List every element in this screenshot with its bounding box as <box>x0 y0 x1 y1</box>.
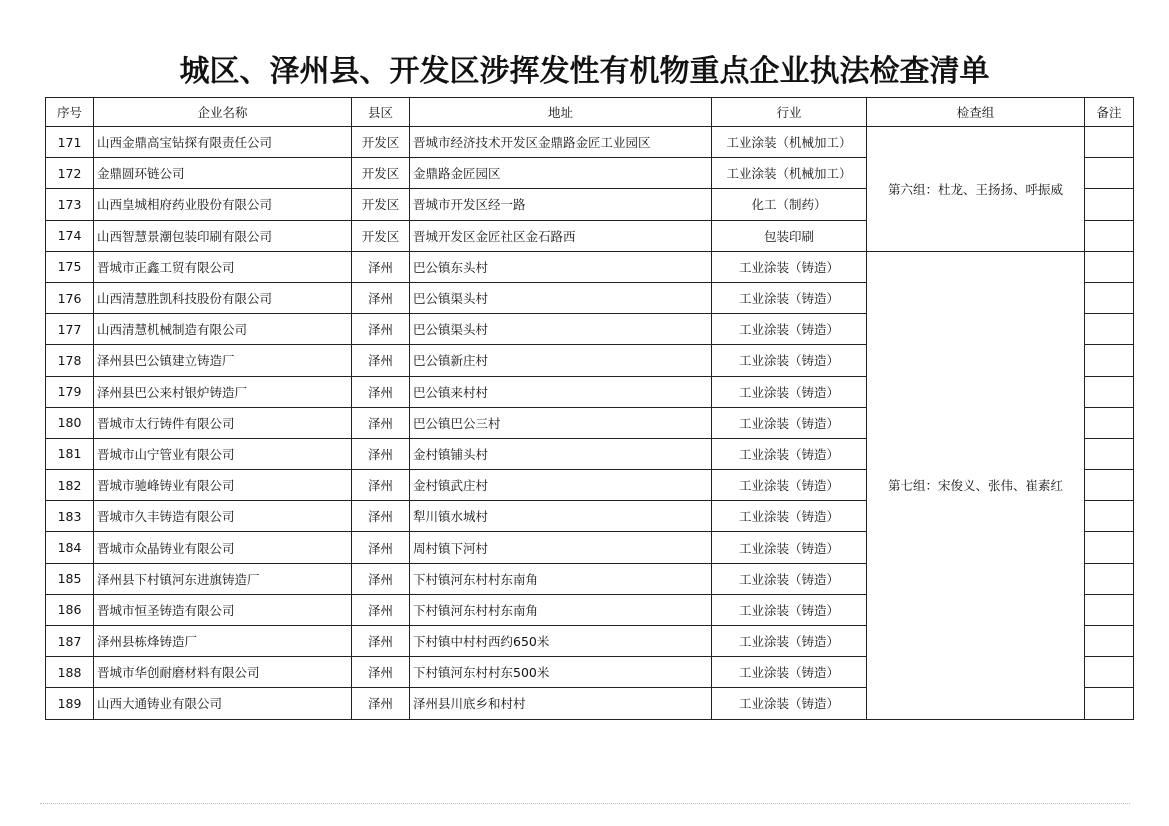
company-name: 泽州县巴公镇建立铸造厂 <box>94 345 352 376</box>
company-name: 山西皇城相府药业股份有限公司 <box>94 189 352 220</box>
company-name: 泽州县下村镇河东进旗铸造厂 <box>94 563 352 594</box>
industry: 工业涂装（铸造） <box>712 563 867 594</box>
row-number: 172 <box>46 158 94 189</box>
company-name: 晋城市太行铸件有限公司 <box>94 407 352 438</box>
note <box>1085 688 1134 719</box>
row-number: 175 <box>46 251 94 282</box>
address: 周村镇下河村 <box>410 532 712 563</box>
address: 下村镇河东村村东南角 <box>410 563 712 594</box>
address: 巴公镇渠头村 <box>410 282 712 313</box>
address: 晋城开发区金匠社区金石路西 <box>410 220 712 251</box>
header-note: 备注 <box>1085 98 1134 127</box>
county: 泽州 <box>352 594 410 625</box>
note <box>1085 501 1134 532</box>
scan-artifact-divider <box>40 803 1130 807</box>
county: 泽州 <box>352 407 410 438</box>
county: 开发区 <box>352 127 410 158</box>
company-name: 山西清慧胜凯科技股份有限公司 <box>94 282 352 313</box>
county: 泽州 <box>352 563 410 594</box>
company-name: 山西清慧机械制造有限公司 <box>94 314 352 345</box>
header-county: 县区 <box>352 98 410 127</box>
address: 金鼎路金匠园区 <box>410 158 712 189</box>
note <box>1085 127 1134 158</box>
note <box>1085 594 1134 625</box>
row-number: 184 <box>46 532 94 563</box>
header-inspection-group: 检查组 <box>867 98 1085 127</box>
note <box>1085 345 1134 376</box>
address: 晋城市开发区经一路 <box>410 189 712 220</box>
industry: 工业涂装（铸造） <box>712 314 867 345</box>
note <box>1085 657 1134 688</box>
address: 下村镇中村村西约650米 <box>410 626 712 657</box>
county: 泽州 <box>352 345 410 376</box>
row-number: 180 <box>46 407 94 438</box>
address: 晋城市经济技术开发区金鼎路金匠工业园区 <box>410 127 712 158</box>
company-name: 金鼎圆环链公司 <box>94 158 352 189</box>
company-name: 泽州县栋烽铸造厂 <box>94 626 352 657</box>
county: 开发区 <box>352 220 410 251</box>
row-number: 188 <box>46 657 94 688</box>
row-number: 177 <box>46 314 94 345</box>
row-number: 171 <box>46 127 94 158</box>
industry: 工业涂装（铸造） <box>712 688 867 719</box>
header-industry: 行业 <box>712 98 867 127</box>
note <box>1085 438 1134 469</box>
row-number: 183 <box>46 501 94 532</box>
county: 泽州 <box>352 532 410 563</box>
county: 泽州 <box>352 251 410 282</box>
table-row <box>46 127 1134 158</box>
industry: 工业涂装（铸造） <box>712 594 867 625</box>
address: 巴公镇新庄村 <box>410 345 712 376</box>
note <box>1085 470 1134 501</box>
address: 金村镇武庄村 <box>410 470 712 501</box>
header-no: 序号 <box>46 98 94 127</box>
industry: 工业涂装（铸造） <box>712 282 867 313</box>
county: 泽州 <box>352 470 410 501</box>
address: 下村镇河东村村东500米 <box>410 657 712 688</box>
header-row <box>46 98 1134 127</box>
address: 巴公镇渠头村 <box>410 314 712 345</box>
note <box>1085 407 1134 438</box>
document-title: 城区、泽州县、开发区涉挥发性有机物重点企业执法检查清单 <box>179 54 990 89</box>
industry: 工业涂装（铸造） <box>712 501 867 532</box>
company-name: 晋城市久丰铸造有限公司 <box>94 501 352 532</box>
note <box>1085 532 1134 563</box>
industry: 工业涂装（机械加工） <box>712 158 867 189</box>
company-name: 山西智慧景潮包装印刷有限公司 <box>94 220 352 251</box>
row-number: 176 <box>46 282 94 313</box>
county: 泽州 <box>352 282 410 313</box>
row-number: 178 <box>46 345 94 376</box>
industry: 工业涂装（铸造） <box>712 251 867 282</box>
county: 泽州 <box>352 314 410 345</box>
county: 泽州 <box>352 438 410 469</box>
address: 下村镇河东村村东南角 <box>410 594 712 625</box>
county: 泽州 <box>352 657 410 688</box>
note <box>1085 376 1134 407</box>
industry: 化工（制药） <box>712 189 867 220</box>
county: 泽州 <box>352 688 410 719</box>
note <box>1085 626 1134 657</box>
address: 金村镇铺头村 <box>410 438 712 469</box>
row-number: 187 <box>46 626 94 657</box>
inspection-table <box>45 97 1134 720</box>
industry: 工业涂装（铸造） <box>712 345 867 376</box>
company-name: 泽州县巴公来村银炉铸造厂 <box>94 376 352 407</box>
row-number: 186 <box>46 594 94 625</box>
row-number: 174 <box>46 220 94 251</box>
county: 泽州 <box>352 626 410 657</box>
row-number: 179 <box>46 376 94 407</box>
note <box>1085 282 1134 313</box>
company-name: 山西大通铸业有限公司 <box>94 688 352 719</box>
industry: 工业涂装（铸造） <box>712 376 867 407</box>
industry: 工业涂装（铸造） <box>712 626 867 657</box>
row-number: 189 <box>46 688 94 719</box>
header-company-name: 企业名称 <box>94 98 352 127</box>
address: 巴公镇巴公三村 <box>410 407 712 438</box>
note <box>1085 220 1134 251</box>
row-number: 173 <box>46 189 94 220</box>
county: 泽州 <box>352 501 410 532</box>
row-number: 181 <box>46 438 94 469</box>
industry: 工业涂装（铸造） <box>712 407 867 438</box>
county: 泽州 <box>352 376 410 407</box>
address: 巴公镇来村村 <box>410 376 712 407</box>
industry: 工业涂装（机械加工） <box>712 127 867 158</box>
row-number: 182 <box>46 470 94 501</box>
note <box>1085 189 1134 220</box>
county: 开发区 <box>352 189 410 220</box>
company-name: 晋城市众晶铸业有限公司 <box>94 532 352 563</box>
table-row <box>46 251 1134 282</box>
note <box>1085 563 1134 594</box>
industry: 工业涂装（铸造） <box>712 470 867 501</box>
industry: 工业涂装（铸造） <box>712 438 867 469</box>
address: 巴公镇东头村 <box>410 251 712 282</box>
company-name: 晋城市驰峰铸业有限公司 <box>94 470 352 501</box>
header-address: 地址 <box>410 98 712 127</box>
company-name: 晋城市山宁管业有限公司 <box>94 438 352 469</box>
inspection-group-6: 第六组：杜龙、王扬扬、呼振威 <box>867 127 1085 252</box>
county: 开发区 <box>352 158 410 189</box>
note <box>1085 251 1134 282</box>
note <box>1085 314 1134 345</box>
row-number: 185 <box>46 563 94 594</box>
company-name: 晋城市华创耐磨材料有限公司 <box>94 657 352 688</box>
industry: 工业涂装（铸造） <box>712 657 867 688</box>
company-name: 晋城市恒圣铸造有限公司 <box>94 594 352 625</box>
industry: 工业涂装（铸造） <box>712 532 867 563</box>
inspection-group-7: 第七组：宋俊义、张伟、崔素红 <box>867 251 1085 719</box>
industry: 包装印刷 <box>712 220 867 251</box>
note <box>1085 158 1134 189</box>
company-name: 晋城市正鑫工贸有限公司 <box>94 251 352 282</box>
address: 泽州县川底乡和村村 <box>410 688 712 719</box>
address: 犁川镇水城村 <box>410 501 712 532</box>
company-name: 山西金鼎高宝钻探有限责任公司 <box>94 127 352 158</box>
